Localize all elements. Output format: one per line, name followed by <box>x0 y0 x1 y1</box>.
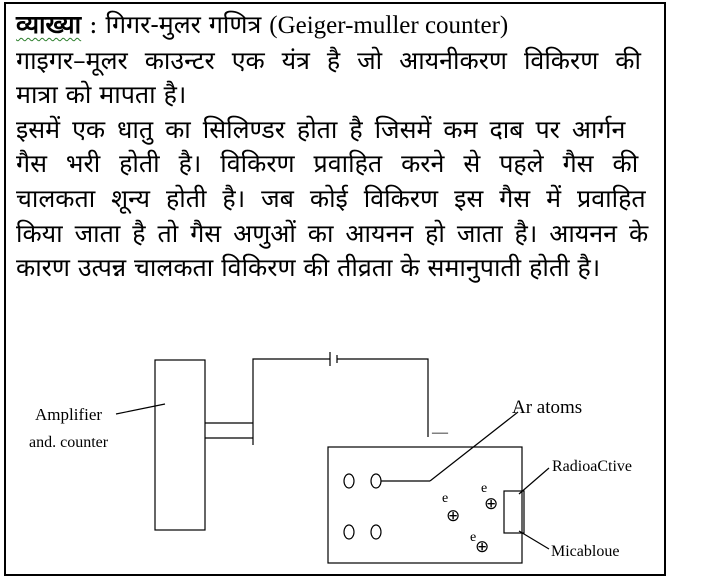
amplifier-box <box>155 360 205 530</box>
ion-2: ⊕ <box>484 494 499 513</box>
ion-3: ⊕ <box>475 537 490 556</box>
p2-l4-text: किया जाता है तो गैस अणुओं का आयनन हो जाता है। आयनन के <box>16 218 649 248</box>
heading-label: व्याख्या <box>16 10 82 39</box>
label-amplifier: Amplifier <box>35 405 103 424</box>
heading-title-hindi: गिगर-मुलर गणित्र <box>105 10 262 39</box>
label-radioactive: RadioaCtive <box>552 458 632 475</box>
ion-1: ⊕ <box>446 506 461 525</box>
pointer-mica <box>519 531 549 549</box>
mica-window <box>504 491 524 533</box>
electrode-3 <box>344 525 354 539</box>
label-ar-atoms: Ar atoms <box>512 397 583 418</box>
p2-l1-text: इसमें एक धातु का सिलिण्डर होता है जिसमें कम दाब पर आर्गन <box>16 114 626 144</box>
circuit-loop <box>253 359 330 445</box>
circuit-right <box>337 359 428 437</box>
p2-l2-text: गैस भरी होती है। विकिरण प्रवाहित करने से पहले गैस की <box>16 149 639 179</box>
electrode-2 <box>371 474 381 488</box>
label-counter: and. counter <box>29 434 109 451</box>
electron-1: e <box>442 491 449 506</box>
heading-separator: : <box>81 10 106 39</box>
minus-sign: — <box>432 424 448 441</box>
pointer-radioactive <box>519 468 549 494</box>
electrode-1 <box>344 474 354 488</box>
pointer-amplifier <box>116 404 165 414</box>
p2-l3-text: चालकता शून्य होती है। जब कोई विकिरण इस गैस में प्रवाहित <box>16 183 646 213</box>
electron-2: e <box>481 481 488 496</box>
electron-3: e <box>470 530 477 545</box>
p1-l2-text: मात्रा को मापता है। <box>16 80 187 110</box>
label-mica: Micabloue <box>551 543 620 560</box>
electrode-4 <box>371 525 381 539</box>
p1-l1-text: गाइगर–मूलर काउन्टर एक यंत्र है जो आयनीकरण विकिरण की <box>16 45 641 75</box>
p2-l5-text: कारण उत्पन्न चालकता विकिरण की तीव्रता के समानुपाती होती है। <box>16 253 601 283</box>
heading-title-english: (Geiger-muller counter) <box>269 12 509 39</box>
